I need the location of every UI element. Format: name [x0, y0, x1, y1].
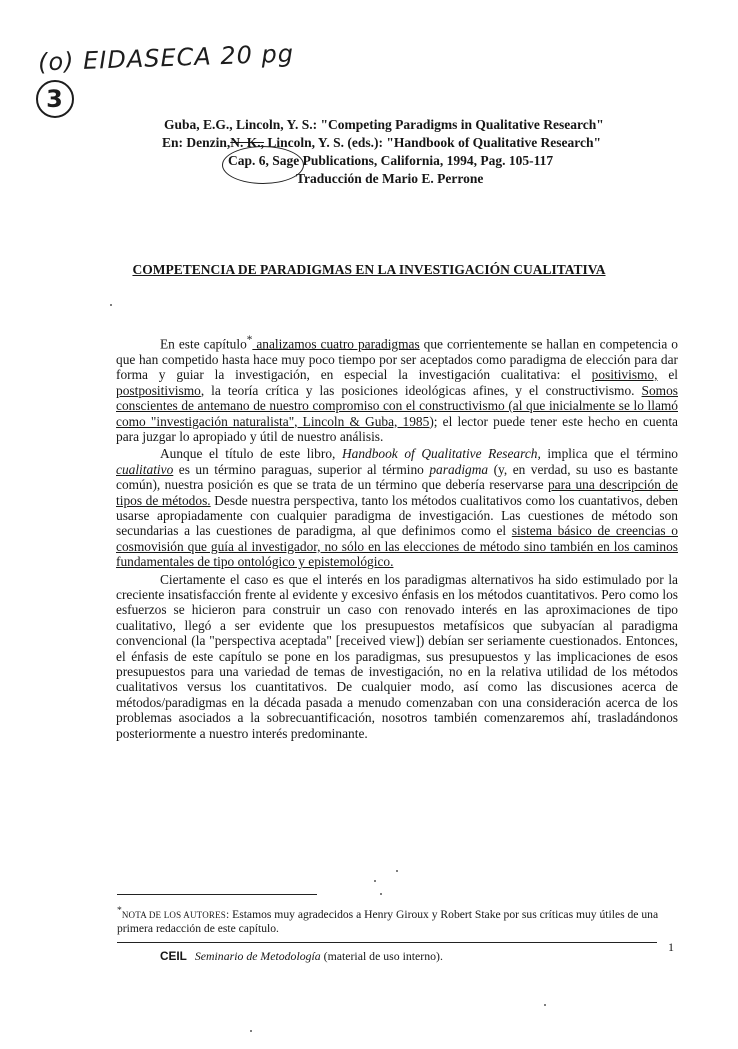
p2-text-b: implica que el término — [540, 446, 678, 462]
p1-text-f: el lector puede tener este hecho en cuenta para juzgar lo apropiado y útil de nuestro análisis. — [116, 413, 678, 444]
scan-speck — [380, 893, 382, 895]
p1-text-d: el — [657, 367, 679, 383]
footnote-ref: * — [246, 334, 253, 346]
citation-struck-initials: N. K., — [230, 135, 265, 150]
citation-editor-rest: Lincoln, Y. S. (eds.): "Handbook of Qualitative Research" — [267, 135, 602, 150]
p2-underlined-b: sistema básico de creencias o cosmovisión que guía al investigador, no sólo en las elecciones de método sino también en los caminos fundamentales de tipo ontológico y epistemológico. — [116, 523, 678, 570]
citation-editor-prefix: En: Denzin, — [162, 135, 231, 150]
footer-note: (material de uso interno). — [320, 949, 443, 963]
p2-text-c: es un término paraguas, superior al término — [173, 461, 430, 477]
footer-rule — [117, 942, 657, 943]
p2-term-paradigma: paradigma — [429, 461, 489, 477]
p1-text-a: En este capítulo — [160, 336, 247, 352]
citation-line-4: Traducción de Mario E. Perrone — [296, 171, 484, 186]
p2-term-cualitativo: cualitativo — [116, 461, 174, 477]
scan-speck — [250, 1030, 252, 1032]
document-title: COMPETENCIA DE PARADIGMAS EN LA INVESTIGACIÓN CUALITATIVA — [132, 262, 606, 277]
citation-line-3: Cap. 6, Sage Publications, California, 1994, Pag. 105-117 — [228, 153, 554, 168]
p2-book-title: Handbook of Qualitative Research, — [341, 446, 541, 462]
paragraph-1 — [116, 333, 678, 444]
handwritten-note: (o) EIDASECA 20 pg — [37, 39, 295, 77]
p1-underlined-d: Somos conscientes de antemano de nuestro compromiso con el constructivismo (al que inicialmente se lo llamó como "investigación naturalista", Lincoln & Guba, 1985); — [116, 382, 678, 429]
citation-line-1: Guba, E.G., Lincoln, Y. S.: "Competing Paradigms in Qualitative Research" — [164, 117, 604, 132]
page-number: 1 — [668, 940, 674, 954]
citation-line-2 — [150, 134, 650, 152]
paragraph-2 — [116, 446, 678, 569]
p1-underlined-c: postpositivismo — [116, 382, 201, 398]
footnote-text: : Estamos muy agradecidos a Henry Giroux y Robert Stake por sus críticas muy útiles de una primera redacción de este capítulo. — [117, 907, 659, 935]
scan-speck — [544, 1004, 546, 1006]
footnote — [117, 904, 679, 935]
footnote-marker: * — [117, 905, 122, 916]
footer-series: Seminario de Metodología — [194, 949, 321, 963]
scan-speck — [374, 880, 376, 882]
circled-number: 3 — [36, 80, 74, 118]
p1-underlined-b: positivismo, — [591, 367, 658, 383]
scan-speck — [110, 304, 112, 306]
p2-text-a: Aunque el título de este libro, — [160, 446, 342, 462]
paragraph-3: Ciertamente el caso es que el interés en los paradigmas alternativos ha sido estimulado por la creciente insatisfacción frente al evidente y excesivo énfasis en los métodos cuantitativos. Pero como los esfuerzos se hicieron para construir un caso con renovado interés en las aproximaciones de tipo cualitativo, llegó a ser evidente que los presupuestos metafísicos que subyacían al paradigma convencional (la "perspectiva aceptada" [received view]) debían ser seriamente cuestionados. Entonces, el énfasis de este capítulo se pone en los paradigmas, sus presupuestos y las implicaciones de esos presupuestos para una variedad de temas de investigación, no en la relativa utilidad de los métodos cualitativos versus los cuantitativos. De cualquier modo, así como las discusiones acerca de métodos/paradigmas en la década pasada a menudo comenzaban con una consideración acerca de los problemas asociados a la sobrecuantificación, nosotros también comenzaremos ahí, trasladándonos posteriormente a nuestro interés predominante. — [116, 571, 678, 741]
p1-text-e: , la teoría crítica y las posiciones ideológicas afines, y el constructivismo. — [200, 382, 642, 398]
p2-text-e: Desde nuestra perspectiva, tanto los métodos cualitativos como los cuantativos, deben usarse apropiadamente con cualquier paradigma de investigación. Las cuestiones de método son secundarias a las cuestiones de paradigma, al que definimos como el — [116, 492, 678, 539]
p1-text-c: o que han competido hasta hace muy poco tiempo por ser aceptados como paradigma de elección para dar forma y guiar la investigación, en especial la investigación cualitativa: el — [116, 336, 678, 383]
footnote-rule — [117, 894, 317, 895]
p2-underlined-a: para una descripción de tipos de métodos. — [116, 477, 678, 508]
scan-speck — [396, 870, 398, 872]
footnote-label: NOTA DE LOS AUTORES — [121, 909, 226, 920]
body-text — [116, 333, 678, 743]
p2-text-d: (y, en verdad, su uso es bastante común), nuestra posición es que se trata de un término que debería reservarse — [116, 461, 678, 493]
p1-underlined-a: analizamos cuatro paradigmas — [252, 336, 420, 352]
p1-text-b: que corrientemente se hallan en competencia — [419, 336, 668, 352]
footer — [160, 949, 443, 964]
citation-header — [150, 116, 650, 188]
footer-org: CEIL — [160, 949, 187, 963]
